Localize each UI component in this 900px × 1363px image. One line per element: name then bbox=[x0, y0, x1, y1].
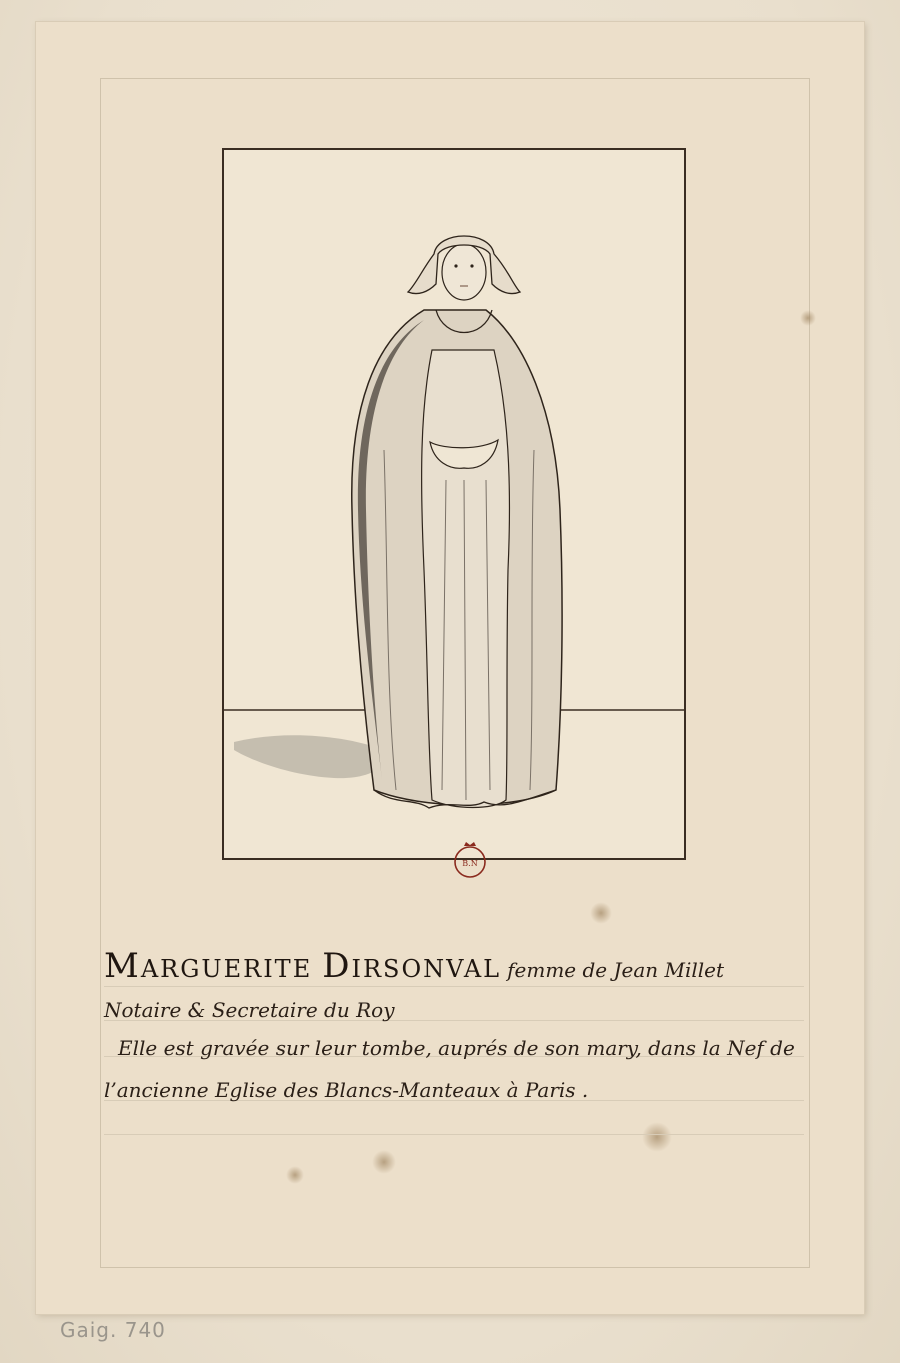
caption-line-1 bbox=[104, 946, 724, 986]
figure-illustration bbox=[222, 148, 686, 860]
foxing-spot bbox=[286, 1166, 304, 1184]
caption-line-2: Notaire & Secretaire du Roy bbox=[104, 998, 395, 1022]
caption-line-3: Elle est gravée sur leur tombe, auprés de son mary, dans la Nef de bbox=[118, 1036, 795, 1060]
guide-rule bbox=[104, 986, 804, 987]
foxing-spot bbox=[800, 310, 816, 326]
library-stamp-icon bbox=[452, 840, 488, 880]
guide-rule bbox=[104, 1134, 804, 1135]
foxing-spot bbox=[590, 902, 612, 924]
caption-line-1-rest: femme de Jean Millet bbox=[507, 958, 725, 982]
foxing-spot bbox=[642, 1122, 672, 1152]
stamp-text: B.N bbox=[462, 859, 478, 868]
foxing-spot bbox=[372, 1150, 396, 1174]
caption-line-4: l’ancienne Eglise des Blancs-Manteaux à Paris . bbox=[104, 1078, 589, 1102]
subject-name-first: Marguerite bbox=[104, 946, 313, 986]
standing-woman-drawing bbox=[224, 150, 684, 858]
call-number: Gaig. 740 bbox=[60, 1318, 166, 1342]
subject-name-last: Dirsonval bbox=[322, 946, 502, 986]
